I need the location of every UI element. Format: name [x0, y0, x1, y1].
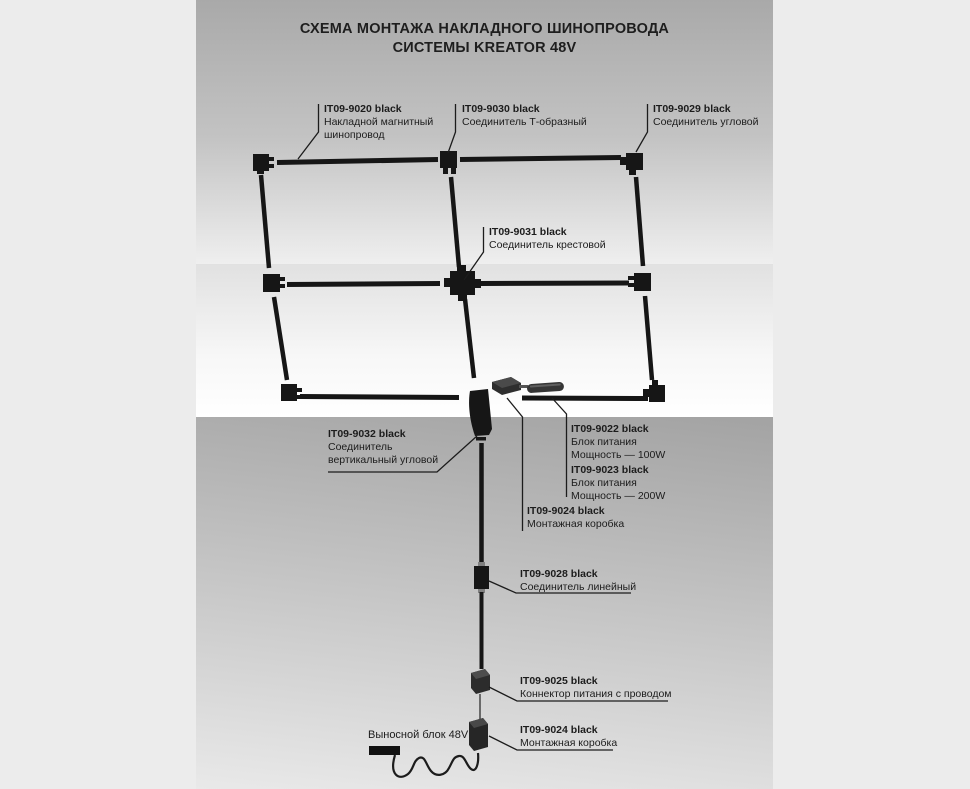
end-cap-connector: [253, 154, 274, 174]
junction-box: [469, 718, 488, 751]
part-desc: Монтажная коробка: [520, 737, 618, 749]
part-code: IT09-9020 black: [324, 103, 402, 115]
track-bar: [274, 297, 287, 380]
part-code: IT09-9023 black: [571, 464, 649, 476]
part-desc: Выносной блок 48V: [368, 729, 469, 741]
part-code: IT09-9031 black: [489, 226, 567, 238]
part-label-it09-9022: [571, 423, 665, 462]
leader-it09-9030: [448, 104, 456, 153]
leader-it09-9024-wall: [507, 398, 523, 531]
wall-drop-track: [369, 443, 490, 777]
part-desc: вертикальный угловой: [328, 454, 439, 466]
part-code: IT09-9032 black: [328, 428, 406, 440]
t-connector: [628, 273, 651, 291]
track-bar: [465, 299, 474, 378]
track-bar: [277, 160, 438, 163]
track-bar: [451, 177, 459, 267]
part-desc: Мощность — 100W: [571, 449, 666, 461]
part-code: IT09-9029 black: [653, 103, 731, 115]
part-desc: Коннектор питания с проводом: [520, 688, 672, 700]
leader-it09-9022-9023: [552, 398, 567, 497]
t-connector: [440, 151, 457, 174]
part-label-it09-9028: [520, 568, 636, 594]
power-cord: [393, 753, 478, 777]
diagram-title-line1: СХЕМА МОНТАЖА НАКЛАДНОГО ШИНОПРОВОДА: [299, 21, 670, 37]
part-label-it09-9025: [520, 675, 672, 701]
track-grid: [253, 151, 665, 441]
part-code: IT09-9024 black: [520, 724, 598, 736]
leader-it09-9029: [636, 104, 648, 152]
part-code: IT09-9024 black: [527, 505, 605, 517]
part-code: IT09-9025 black: [520, 675, 598, 687]
diagram-title-line2: СИСТЕМЫ KREATOR 48V: [392, 40, 577, 56]
device-link-wire: [519, 385, 528, 388]
part-desc: Соединитель крестовой: [489, 239, 606, 251]
part-desc: Соединитель: [328, 441, 393, 453]
remote-unit-block: [369, 746, 400, 755]
track-bar: [645, 296, 652, 380]
t-connector: [263, 274, 285, 292]
linear-connector: [474, 562, 489, 593]
power-supply-device: [527, 382, 565, 394]
part-desc: Блок питания: [571, 436, 637, 448]
part-label-it09-9030: [462, 103, 587, 129]
part-desc: шинопровод: [324, 129, 385, 141]
part-desc: Соединитель угловой: [653, 116, 759, 128]
part-label-it09-9023: [571, 464, 665, 503]
part-desc: Соединитель линейный: [520, 581, 637, 593]
track-bar: [481, 283, 629, 284]
part-desc: Блок питания: [571, 477, 637, 489]
mounting-box-device: [492, 377, 521, 395]
part-code: IT09-9030 black: [462, 103, 540, 115]
part-label-it09-9032: [328, 428, 438, 467]
remote-unit-label: [368, 729, 468, 742]
track-bar: [300, 397, 459, 398]
cross-connector: [444, 265, 481, 301]
vertical-corner-connector: [469, 389, 492, 441]
part-code: IT09-9028 black: [520, 568, 598, 580]
power-feed-connector: [471, 669, 490, 694]
leader-it09-9020: [298, 104, 319, 159]
part-label-it09-9031: [489, 226, 606, 252]
part-desc: Накладной магнитный: [324, 116, 434, 128]
part-desc: Мощность — 200W: [571, 490, 666, 502]
track-bar: [636, 177, 643, 266]
part-label-it09-9024-floor: [520, 724, 617, 750]
part-label-it09-9020: [324, 103, 433, 142]
track-bar: [287, 284, 440, 285]
part-label-it09-9024-wall: [527, 505, 624, 531]
track-bar: [460, 158, 621, 160]
track-bar: [261, 175, 269, 268]
corner-connector: [281, 384, 302, 401]
track-bar: [522, 398, 648, 399]
part-label-it09-9029: [653, 103, 758, 129]
part-desc: Монтажная коробка: [527, 518, 625, 530]
part-desc: Соединитель Т-образный: [462, 116, 587, 128]
corner-connector: [620, 153, 643, 175]
part-code: IT09-9022 black: [571, 423, 649, 435]
